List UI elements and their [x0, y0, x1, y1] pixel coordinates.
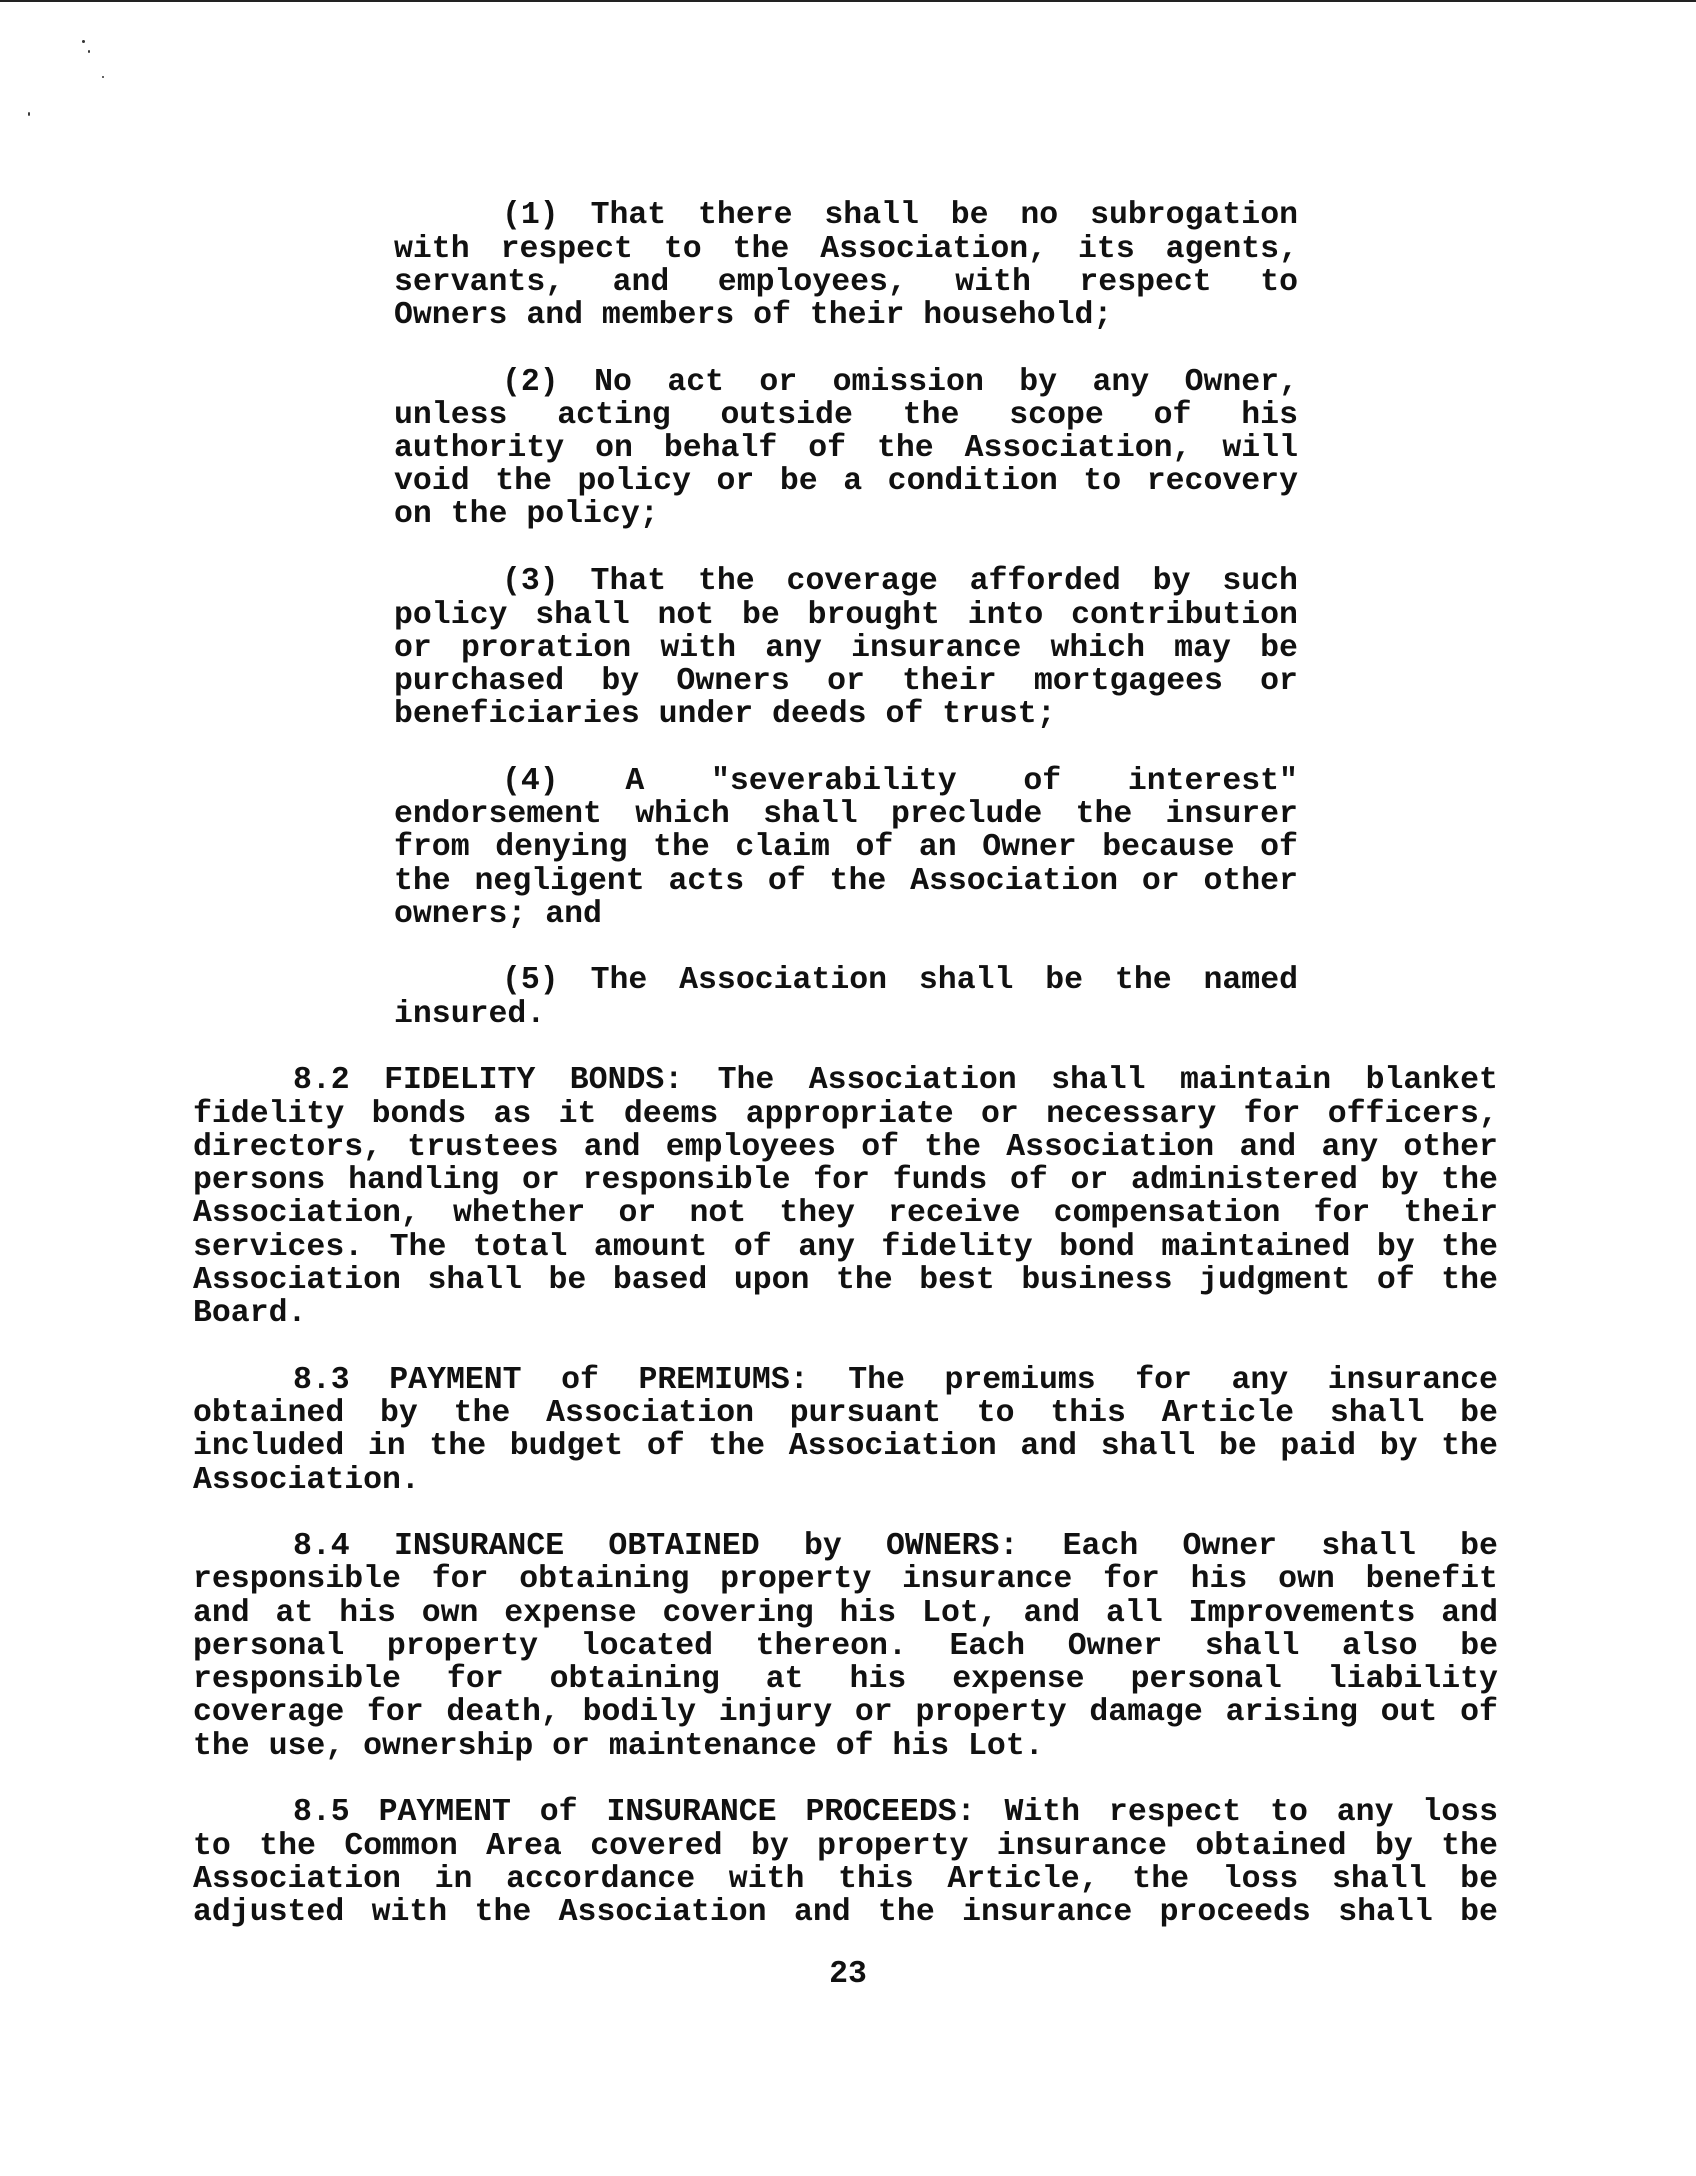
- section-heading-line: 8.2 FIDELITY BONDS: The Association shall maintain blanket: [293, 1063, 1498, 1098]
- section-line: Board.: [193, 1296, 307, 1331]
- subclause-line: with respect to the Association, its agents,: [394, 232, 1298, 267]
- subclause-heading-line: (4) A "severability of interest": [502, 764, 1298, 799]
- subclause-line: unless acting outside the scope of his: [394, 398, 1298, 433]
- section-line: directors, trustees and employees of the Association and any other: [193, 1130, 1498, 1165]
- section-line: the use, ownership or maintenance of his Lot.: [193, 1729, 1044, 1764]
- subclause-line: insured.: [394, 997, 546, 1032]
- section-line: responsible for obtaining property insurance for his own benefit: [193, 1562, 1498, 1597]
- subclause-line: servants, and employees, with respect to: [394, 265, 1298, 300]
- subclause-line: purchased by Owners or their mortgagees or: [394, 664, 1298, 699]
- subclause-line: from denying the claim of an Owner because of: [394, 830, 1298, 865]
- section-line: fidelity bonds as it deems appropriate or necessary for officers,: [193, 1097, 1498, 1132]
- subclause-line: void the policy or be a condition to recovery: [394, 464, 1298, 499]
- subclause-line: endorsement which shall preclude the insurer: [394, 797, 1298, 832]
- section-heading-line: 8.3 PAYMENT of PREMIUMS: The premiums for any insurance: [293, 1363, 1498, 1398]
- section-line: to the Common Area covered by property insurance obtained by the: [193, 1829, 1498, 1864]
- section-line: responsible for obtaining at his expense personal liability: [193, 1662, 1498, 1697]
- section-line: Association in accordance with this Article, the loss shall be: [193, 1862, 1498, 1897]
- section-line: included in the budget of the Association and shall be paid by the: [193, 1429, 1498, 1464]
- subclause-line: or proration with any insurance which may be: [394, 631, 1298, 666]
- section-line: Association.: [193, 1463, 420, 1498]
- subclause-heading-line: (2) No act or omission by any Owner,: [502, 365, 1298, 400]
- section-line: services. The total amount of any fidelity bond maintained by the: [193, 1230, 1498, 1265]
- section-line: adjusted with the Association and the insurance proceeds shall be: [193, 1895, 1498, 1930]
- subclause-line: the negligent acts of the Association or other: [394, 864, 1298, 899]
- subclause-heading-line: (1) That there shall be no subrogation: [502, 198, 1298, 233]
- section-line: persons handling or responsible for funds of or administered by the: [193, 1163, 1498, 1198]
- subclause-line: Owners and members of their household;: [394, 298, 1113, 333]
- section-line: obtained by the Association pursuant to this Article shall be: [193, 1396, 1498, 1431]
- subclause-line: on the policy;: [394, 497, 659, 532]
- subclause-line: beneficiaries under deeds of trust;: [394, 697, 1056, 732]
- subclause-line: authority on behalf of the Association, will: [394, 431, 1298, 466]
- section-line: personal property located thereon. Each Owner shall also be: [193, 1629, 1498, 1664]
- section-heading-line: 8.5 PAYMENT of INSURANCE PROCEEDS: With respect to any loss: [293, 1795, 1498, 1830]
- subclause-line: owners; and: [394, 897, 602, 932]
- section-heading-line: 8.4 INSURANCE OBTAINED by OWNERS: Each Owner shall be: [293, 1529, 1498, 1564]
- section-line: and at his own expense covering his Lot, and all Improvements and: [193, 1596, 1498, 1631]
- subclause-heading-line: (3) That the coverage afforded by such: [502, 564, 1298, 599]
- section-line: coverage for death, bodily injury or property damage arising out of: [193, 1695, 1498, 1730]
- subclause-heading-line: (5) The Association shall be the named: [502, 963, 1298, 998]
- section-line: Association, whether or not they receive compensation for their: [193, 1196, 1498, 1231]
- subclause-line: policy shall not be brought into contribution: [394, 598, 1298, 633]
- section-line: Association shall be based upon the best business judgment of the: [193, 1263, 1498, 1298]
- page-number: 23: [829, 1957, 867, 1992]
